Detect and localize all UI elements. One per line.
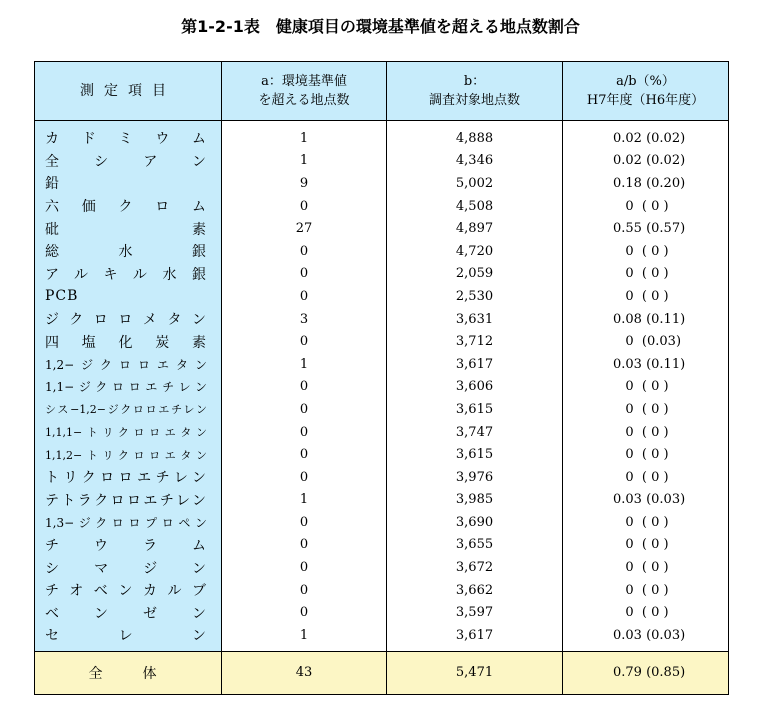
survey-count: 3,976: [387, 466, 563, 489]
table-row: [35, 150, 729, 173]
exceed-count: 3: [222, 308, 387, 331]
ratio-value: 0 ( 0 ): [563, 579, 729, 602]
survey-count: 3,672: [387, 556, 563, 579]
survey-count: 4,888: [387, 121, 563, 150]
table-row: [35, 601, 729, 624]
total-survey-count: 5,471: [387, 651, 563, 694]
ratio-value: 0.08 (0.11): [563, 308, 729, 331]
ratio-value: 0 ( 0 ): [563, 466, 729, 489]
item-name: 六価クロム: [35, 195, 222, 218]
table-row: [35, 489, 729, 512]
table-row: [35, 376, 729, 399]
ratio-value: 0 ( 0 ): [563, 240, 729, 263]
header-ratio-line1: a/b（%）: [616, 74, 675, 89]
item-name: チオベンカルブ: [35, 579, 222, 602]
ratio-value: 0 ( 0 ): [563, 195, 729, 218]
table-row: [35, 511, 729, 534]
table-row: [35, 443, 729, 466]
header-ratio: [563, 62, 729, 121]
ratio-value: 0.03 (0.03): [563, 489, 729, 512]
exceed-count: 0: [222, 398, 387, 421]
header-exceed-count: [222, 62, 387, 121]
exceed-count: 0: [222, 601, 387, 624]
exceed-count: 0: [222, 376, 387, 399]
header-survey-count-line2: 調査対象地点数: [428, 93, 520, 108]
exceed-count: 0: [222, 511, 387, 534]
item-name: カドミウム: [35, 121, 222, 150]
ratio-value: 0 ( 0 ): [563, 421, 729, 444]
item-name: ジクロロメタン: [35, 308, 222, 331]
exceed-count: 0: [222, 195, 387, 218]
survey-count: 2,059: [387, 263, 563, 286]
table-row: [35, 217, 729, 240]
header-survey-count-line1: b：: [463, 74, 486, 89]
table-row: [35, 195, 729, 218]
item-name: トリクロロエチレン: [35, 466, 222, 489]
ratio-value: 0.18 (0.20): [563, 172, 729, 195]
item-name: 1,1−ジクロロエチレン: [35, 376, 222, 399]
exceed-count: 0: [222, 579, 387, 602]
header-item: 測定項目: [35, 62, 222, 121]
table-body: [35, 121, 729, 652]
ratio-value: 0 (0.03): [563, 330, 729, 353]
ratio-value: 0 ( 0 ): [563, 398, 729, 421]
ratio-value: 0 ( 0 ): [563, 376, 729, 399]
exceed-count: 9: [222, 172, 387, 195]
survey-count: 3,985: [387, 489, 563, 512]
exceed-count: 1: [222, 624, 387, 651]
table-row: [35, 534, 729, 557]
total-row: [35, 651, 729, 694]
item-name: 全シアン: [35, 150, 222, 173]
survey-count: 3,615: [387, 398, 563, 421]
table-row: [35, 330, 729, 353]
ratio-value: 0.02 (0.02): [563, 121, 729, 150]
exceed-count: 1: [222, 489, 387, 512]
item-name: PCB: [35, 285, 222, 308]
table-row: [35, 556, 729, 579]
table-row: [35, 172, 729, 195]
item-name: 1,1,2−トリクロロエタン: [35, 443, 222, 466]
exceed-count: 1: [222, 150, 387, 173]
survey-count: 4,720: [387, 240, 563, 263]
ratio-value: 0 ( 0 ): [563, 601, 729, 624]
survey-count: 4,897: [387, 217, 563, 240]
survey-count: 3,597: [387, 601, 563, 624]
survey-count: 3,606: [387, 376, 563, 399]
item-name: 1,1,1−トリクロロエタン: [35, 421, 222, 444]
ratio-value: 0 ( 0 ): [563, 534, 729, 557]
exceed-count: 0: [222, 240, 387, 263]
survey-count: 3,662: [387, 579, 563, 602]
exceed-count: 0: [222, 285, 387, 308]
item-name: アルキル水銀: [35, 263, 222, 286]
exceed-count: 0: [222, 330, 387, 353]
table-row: [35, 466, 729, 489]
ratio-value: 0 ( 0 ): [563, 511, 729, 534]
survey-count: 3,617: [387, 624, 563, 651]
exceed-count: 1: [222, 121, 387, 150]
item-name: チウラム: [35, 534, 222, 557]
ratio-value: 0.03 (0.03): [563, 624, 729, 651]
exceed-count: 0: [222, 443, 387, 466]
survey-count: 4,508: [387, 195, 563, 218]
item-name: ベンゼン: [35, 601, 222, 624]
survey-count: 3,631: [387, 308, 563, 331]
exceed-count: 27: [222, 217, 387, 240]
ratio-value: 0.03 (0.11): [563, 353, 729, 376]
exceed-count: 1: [222, 353, 387, 376]
ratio-value: 0.55 (0.57): [563, 217, 729, 240]
ratio-value: 0 ( 0 ): [563, 263, 729, 286]
item-name: セレン: [35, 624, 222, 651]
item-name: 総水銀: [35, 240, 222, 263]
ratio-value: 0 ( 0 ): [563, 556, 729, 579]
survey-count: 3,655: [387, 534, 563, 557]
item-name: シマジン: [35, 556, 222, 579]
survey-count: 5,002: [387, 172, 563, 195]
table-row: [35, 624, 729, 651]
ratio-value: 0 ( 0 ): [563, 285, 729, 308]
table-row: [35, 579, 729, 602]
item-name: 砒素: [35, 217, 222, 240]
table-row: [35, 398, 729, 421]
ratio-value: 0.02 (0.02): [563, 150, 729, 173]
item-name: テトラクロロエチレン: [35, 489, 222, 512]
total-exceed-count: 43: [222, 651, 387, 694]
table-row: [35, 121, 729, 150]
total-label: 全体: [35, 651, 222, 694]
header-survey-count: [387, 62, 563, 121]
health-items-table: [34, 61, 729, 695]
table-row: [35, 353, 729, 376]
table-footer: [35, 651, 729, 694]
exceed-count: 0: [222, 466, 387, 489]
table-header: [35, 62, 729, 121]
survey-count: 3,690: [387, 511, 563, 534]
exceed-count: 0: [222, 263, 387, 286]
header-exceed-count-line2: を超える地点数: [258, 93, 350, 108]
header-ratio-line2: H7年度（H6年度）: [586, 93, 705, 108]
survey-count: 3,747: [387, 421, 563, 444]
table-row: [35, 308, 729, 331]
header-exceed-count-line1: a：環境基準値: [261, 74, 347, 89]
exceed-count: 0: [222, 421, 387, 444]
item-name: シス−1,2−ジクロロエチレン: [35, 398, 222, 421]
table-row: [35, 240, 729, 263]
table-row: [35, 421, 729, 444]
table-row: [35, 285, 729, 308]
survey-count: 3,712: [387, 330, 563, 353]
item-name: 四塩化炭素: [35, 330, 222, 353]
exceed-count: 0: [222, 534, 387, 557]
table-title: 第1-2-1表 健康項目の環境基準値を超える地点数割合: [181, 17, 580, 36]
item-name: 1,2−ジクロロエタン: [35, 353, 222, 376]
exceed-count: 0: [222, 556, 387, 579]
table-row: [35, 263, 729, 286]
survey-count: 3,615: [387, 443, 563, 466]
survey-count: 4,346: [387, 150, 563, 173]
survey-count: 3,617: [387, 353, 563, 376]
item-name: 1,3−ジクロロプロペン: [35, 511, 222, 534]
survey-count: 2,530: [387, 285, 563, 308]
item-name: 鉛: [35, 172, 222, 195]
total-ratio: 0.79 (0.85): [563, 651, 729, 694]
ratio-value: 0 ( 0 ): [563, 443, 729, 466]
